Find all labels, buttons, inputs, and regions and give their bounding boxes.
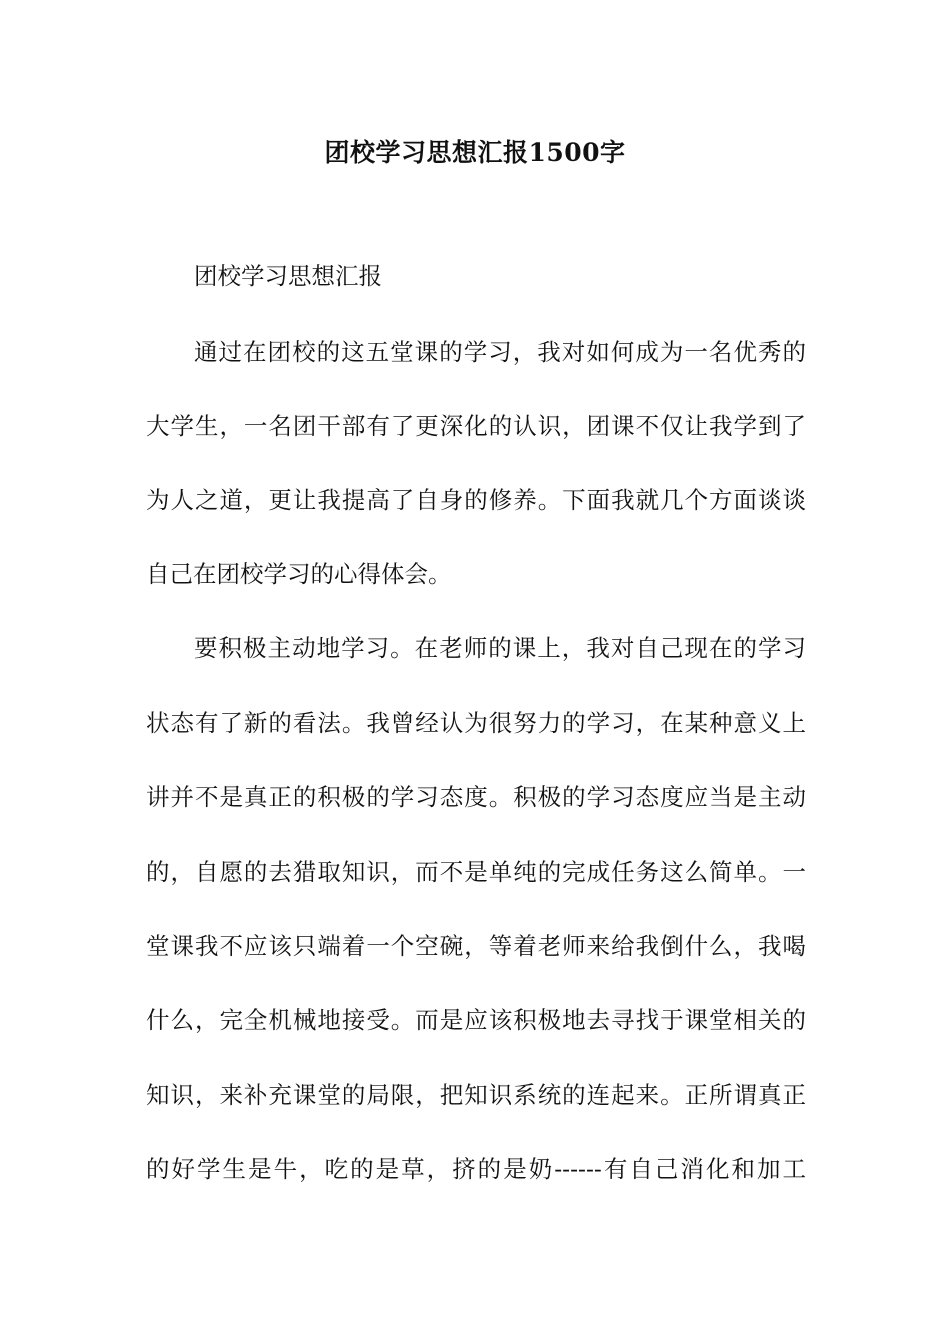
paragraph-line: 的好学生是牛，吃的是草，挤的是奶------有自己消化和加工 bbox=[146, 1155, 806, 1183]
paragraph-line: 自己在团校学习的心得体会。 bbox=[146, 560, 452, 588]
paragraph-line: 通过在团校的这五堂课的学习，我对如何成为一名优秀的 bbox=[194, 338, 806, 366]
paragraph-line: 要积极主动地学习。在老师的课上，我对自己现在的学习 bbox=[194, 634, 806, 662]
paragraph-line: 大学生，一名团干部有了更深化的认识，团课不仅让我学到了 bbox=[146, 412, 806, 440]
paragraph-line: 状态有了新的看法。我曾经认为很努力的学习，在某种意义上 bbox=[146, 709, 806, 737]
paragraph-line: 的，自愿的去猎取知识，而不是单纯的完成任务这么简单。一 bbox=[146, 858, 806, 886]
paragraph-line: 为人之道，更让我提高了自身的修养。下面我就几个方面谈谈 bbox=[146, 486, 806, 514]
paragraph-line: 什么，完全机械地接受。而是应该积极地去寻找于课堂相关的 bbox=[146, 1006, 806, 1034]
paragraph-line: 讲并不是真正的积极的学习态度。积极的学习态度应当是主动 bbox=[146, 783, 806, 811]
paragraph-line: 堂课我不应该只端着一个空碗，等着老师来给我倒什么，我喝 bbox=[146, 932, 806, 960]
document-title: 团校学习思想汇报1500字 bbox=[324, 138, 626, 167]
paragraph-line: 知识，来补充课堂的局限，把知识系统的连起来。正所谓真正 bbox=[146, 1081, 806, 1109]
section-heading: 团校学习思想汇报 bbox=[194, 262, 382, 290]
